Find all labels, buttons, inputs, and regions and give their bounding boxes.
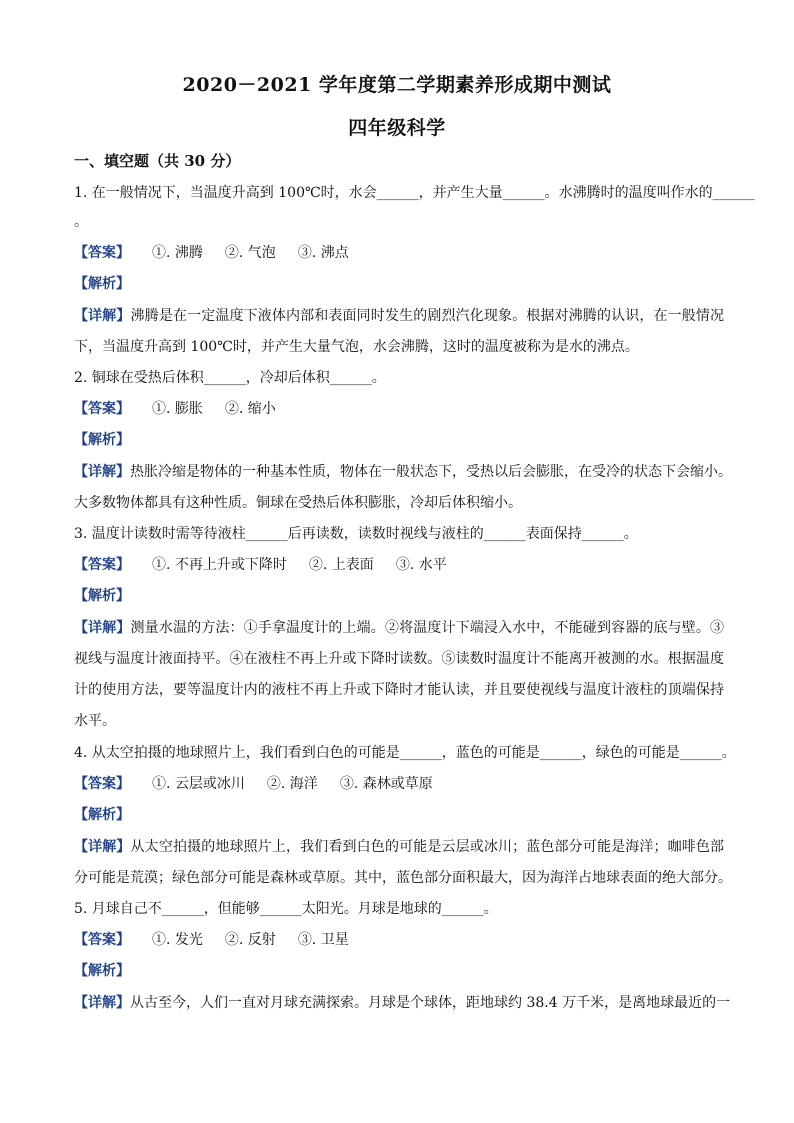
detail-tag: 【详解】: [74, 464, 130, 480]
answer-item: ①. 发光: [152, 932, 203, 948]
question-4-analysis: [74, 804, 724, 826]
exam-subtitle: 四年级科学: [348, 117, 446, 139]
answer-tag: 【答案】: [74, 401, 130, 417]
answer-item: ③. 沸点: [297, 245, 349, 261]
question-2-detail: [74, 461, 732, 483]
question-1-analysis: [74, 273, 724, 295]
analysis-tag: 【解析】: [74, 588, 130, 604]
question-4-answer: [74, 773, 724, 795]
exam-title: 2020－2021 学年度第二学期素养形成期中测试: [182, 74, 612, 96]
detail-tag: 【详解】: [74, 308, 131, 324]
question-1-text-cont: 。: [74, 214, 88, 230]
question-2-text: 2. 铜球在受热后体积______，冷却后体积______。: [74, 370, 386, 386]
question-1-detail-cont: 下，当温度升高到 100℃时，并产生大量气泡，水会沸腾，这时的温度被称为是水的沸点。: [74, 339, 639, 355]
question-1-text: 1. 在一般情况下，当温度升高到 100℃时，水会______，并产生大量______。水沸腾时的温度叫作水的______: [74, 185, 755, 201]
section-heading: 一、填空题（共 30 分）: [74, 152, 241, 170]
answer-item: ①. 沸腾: [152, 245, 203, 261]
question-3-detail: [74, 617, 724, 639]
analysis-tag: 【解析】: [74, 807, 130, 823]
answer-item: ②. 上表面: [308, 557, 374, 573]
answer-item: ②. 海洋: [266, 776, 318, 792]
question-1-detail: [74, 305, 724, 327]
answer-tag: 【答案】: [74, 557, 130, 573]
detail-text: 沸腾是在一定温度下液体内部和表面同时发生的剧烈汽化现象。根据对沸腾的认识，在一般情况: [130, 308, 725, 324]
answer-item: ③. 水平: [395, 557, 447, 573]
analysis-tag: 【解析】: [74, 963, 130, 979]
question-5-analysis: [74, 960, 724, 982]
answer-tag: 【答案】: [74, 776, 130, 792]
detail-text: 从古至今，人们一直对月球充满探索。月球是个球体，距地球约 38.4 万千米，是离地球最近的一: [130, 995, 731, 1011]
answer-item: ①. 不再上升或下降时: [152, 557, 287, 573]
answer-item: ③. 森林或草原: [339, 776, 433, 792]
question-4-detail: [74, 836, 724, 858]
detail-tag: 【详解】: [74, 839, 131, 855]
analysis-tag: 【解析】: [74, 432, 130, 448]
answer-item: ②. 气泡: [224, 245, 276, 261]
answer-item: ②. 缩小: [224, 401, 276, 417]
question-1-answer: [74, 242, 724, 264]
analysis-tag: 【解析】: [74, 276, 130, 292]
detail-text: 热胀冷缩是物体的一种基本性质，物体在一般状态下，受热以后会膨胀，在受冷的状态下会缩小。: [130, 464, 732, 480]
answer-item: ①. 膨胀: [152, 401, 203, 417]
answer-item: ③. 卫星: [297, 932, 349, 948]
question-3-detail-cont: 计的使用方法，要等温度计内的液柱不再上升或下降时才能认读，并且要使视线与温度计液柱的顶端保持: [74, 682, 724, 698]
answer-tag: 【答案】: [74, 932, 130, 948]
question-5-answer: [74, 929, 724, 951]
question-3-analysis: [74, 585, 724, 607]
question-3-detail-cont: 视线与温度计液面持平。④在液柱不再上升或下降时读数。⑤读数时温度计不能离开被测的水。根据温度: [74, 651, 724, 667]
question-4-detail-cont: 分可能是荒漠；绿色部分可能是森林或草原。其中，蓝色部分面积最大，因为海洋占地球表面的绝大部分。: [74, 870, 732, 886]
detail-tag: 【详解】: [74, 620, 131, 636]
question-5-text: 5. 月球自己不______，但能够______太阳光。月球是地球的______。: [74, 901, 498, 917]
question-3-answer: [74, 554, 724, 576]
detail-text: 从太空拍摄的地球照片上，我们看到白色的可能是云层或冰川；蓝色部分可能是海洋；咖啡色部: [130, 839, 725, 855]
question-4-text: 4. 从太空拍摄的地球照片上，我们看到白色的可能是______，蓝色的可能是______，绿色的可能是______。: [74, 745, 736, 761]
answer-tag: 【答案】: [74, 245, 130, 261]
question-3-detail-cont: 水平。: [74, 713, 116, 729]
question-2-answer: [74, 398, 724, 420]
question-2-detail-cont: 大多数物体都具有这种性质。铜球在受热后体积膨胀，冷却后体积缩小。: [74, 495, 522, 511]
detail-text: 测量水温的方法：①手拿温度计的上端。②将温度计下端浸入水中，不能碰到容器的底与壁。③: [130, 620, 725, 636]
answer-item: ①. 云层或冰川: [152, 776, 245, 792]
question-5-detail: [74, 992, 731, 1014]
answer-item: ②. 反射: [224, 932, 276, 948]
question-3-text: 3. 温度计读数时需等待液柱______后再读数，读数时视线与液柱的______表面保持______。: [74, 526, 638, 542]
detail-tag: 【详解】: [74, 995, 130, 1011]
question-2-analysis: [74, 429, 724, 451]
